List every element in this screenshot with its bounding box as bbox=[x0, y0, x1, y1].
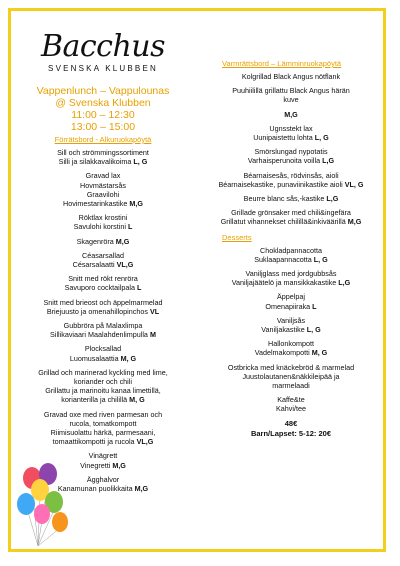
menu-item bbox=[18, 171, 188, 208]
menu-item-text: Omenapiiraka L bbox=[265, 301, 317, 311]
menu-item-text: Ägghalvor bbox=[86, 474, 120, 484]
menu-item-text: Varhaisperunoita voilla L,G bbox=[247, 156, 335, 166]
menu-item bbox=[206, 208, 376, 226]
menu-item-text: Sillikaviaari Maalahdenlimpulla M bbox=[50, 330, 156, 340]
diet-tag: VL,G bbox=[136, 437, 154, 447]
menu-item-text: Puuhiilillä grillattu Black Angus härän bbox=[232, 86, 350, 96]
menu-item-text: Céasarsallad bbox=[82, 250, 124, 260]
menu-item-text: Hallonkompott bbox=[268, 339, 314, 349]
diet-tag: M, G bbox=[120, 353, 137, 363]
menu-item-text: Savuporo cocktailpala L bbox=[64, 283, 142, 293]
menu-item bbox=[206, 72, 376, 81]
diet-tag: M,G bbox=[112, 460, 126, 470]
menu-item-text: Kahvi/tee bbox=[276, 404, 306, 414]
menu-item-text: Gravad lax bbox=[85, 171, 121, 181]
diet-tag: M bbox=[149, 330, 156, 340]
menu-item-text: Riimisuolattu härkä, parmesaani, bbox=[50, 428, 156, 438]
menu-item bbox=[18, 368, 188, 405]
menu-item-text: Juustolautanen&näkkileipää ja bbox=[242, 371, 340, 381]
logo-name: Bacchus bbox=[40, 29, 166, 64]
event-time-2: 13:00 – 15:00 bbox=[70, 121, 136, 133]
bacchus-logo bbox=[18, 29, 188, 73]
diet-tag: M,G bbox=[347, 217, 362, 227]
menu-item bbox=[206, 171, 376, 189]
menu-item bbox=[206, 316, 376, 334]
menu-item-text: tomaattikompotti ja rucola VL,G bbox=[52, 437, 154, 447]
diet-tag: L, G bbox=[306, 325, 321, 335]
menu-item-text: Grillattu ja marinoitu kanaa limettillä, bbox=[45, 386, 161, 396]
menu-item bbox=[18, 148, 188, 166]
diet-tag: M, G bbox=[129, 395, 145, 405]
diet-tag: L,G bbox=[322, 156, 335, 166]
menu-item-text: Vadelmakompotti M, G bbox=[254, 348, 328, 358]
menu-item-text: Äppelpaj bbox=[277, 292, 305, 302]
diet-tag: M,G bbox=[115, 236, 130, 246]
menu-item-text: Grillatut vihannekset chilillä&inkiväärillä M,G bbox=[220, 217, 362, 227]
menu-item-text: Kolgrillad Black Angus nötflank bbox=[241, 72, 341, 81]
event-header bbox=[18, 85, 188, 133]
menu-item-text: rucola, tomatkompott bbox=[69, 418, 137, 428]
menu-item-text: Vinägrett bbox=[88, 451, 118, 461]
diet-tag: VL,G bbox=[116, 260, 134, 270]
event-time-1: 11:00 – 12:30 bbox=[71, 109, 135, 121]
diet-tag: L bbox=[136, 283, 142, 293]
menu-item-text: Snitt med rökt renröra bbox=[68, 274, 138, 284]
price: 48€ bbox=[284, 418, 298, 428]
mains-section-title: Varmrättsbord – Lämminruokapöytä bbox=[222, 59, 342, 68]
menu-item-text: koriander och chili bbox=[74, 377, 132, 387]
desserts-section-title: Desserts bbox=[222, 232, 252, 242]
menu-item-text: Ugnsstekt lax bbox=[269, 123, 313, 133]
menu-item-text: Chokladpannacotta bbox=[260, 245, 322, 255]
left-column bbox=[18, 29, 188, 498]
diet-tag: L, G bbox=[314, 133, 329, 143]
desserts-list bbox=[206, 246, 376, 414]
menu-item bbox=[206, 246, 376, 264]
menu-item bbox=[18, 213, 188, 231]
diet-tag: L, G bbox=[133, 157, 148, 167]
menu-item bbox=[206, 110, 376, 119]
menu-item-text: Vinegretti M,G bbox=[80, 460, 126, 470]
menu-item-text: korianterilla ja chilillä M, G bbox=[61, 395, 145, 405]
menu-item bbox=[18, 298, 188, 316]
diet-tag: L bbox=[127, 222, 133, 232]
menu-item bbox=[18, 410, 188, 447]
menu-item-text: Césarsalaatti VL,G bbox=[72, 260, 134, 270]
diet-tag: M,G bbox=[284, 109, 298, 119]
menu-item-text: Ostbricka med knäckebröd & marmelad bbox=[227, 362, 355, 372]
menu-item-text: Röktlax krostini bbox=[78, 213, 128, 223]
mains-list bbox=[206, 72, 376, 227]
menu-item bbox=[206, 124, 376, 142]
menu-item-text: Gubbröra på Malaxlimpa bbox=[63, 321, 143, 331]
menu-item-text: Skagenröra M,G bbox=[76, 236, 130, 246]
menu-item bbox=[18, 321, 188, 339]
menu-item-text: Gravad oxe med riven parmesan och bbox=[43, 409, 163, 419]
menu-item-text: Plocksallad bbox=[84, 344, 122, 354]
balloons-illustration bbox=[14, 452, 70, 548]
menu-item-text: Vaniljajäätelö ja mansikkakastike L,G bbox=[231, 278, 351, 288]
menu-item-text: Suklaapannacotta L, G bbox=[254, 254, 328, 264]
menu-item bbox=[206, 363, 376, 391]
event-venue: @ Svenska Klubben bbox=[55, 97, 151, 109]
menu-item-text: Béarnaisekastike, punaviinikastike aioli VL, G bbox=[218, 179, 364, 189]
menu-item-text: Briejuusto ja omenahillopinchos VL bbox=[46, 306, 160, 316]
kids-price: Barn/Lapset: 5-12: 20€ bbox=[250, 428, 332, 438]
menu-item-text: Kaffe&te bbox=[277, 395, 305, 405]
menu-item-text: Uunipaistettu lohta L, G bbox=[253, 133, 329, 143]
menu-item-text: Vaniljglass med jordgubbsås bbox=[245, 269, 337, 279]
menu-item-text: marmelaadi bbox=[272, 381, 310, 391]
menu-item-text: Hovmästarsås bbox=[80, 180, 126, 190]
menu-item bbox=[18, 344, 188, 362]
menu-item bbox=[206, 194, 376, 203]
starters-section-title: Förrätsbord - Alkuruokapöytä bbox=[54, 135, 152, 144]
diet-tag: VL, G bbox=[344, 179, 364, 189]
menu-item-text: Grillade grönsaker med chili&ingefära bbox=[231, 208, 351, 218]
menu-item-text: Graavilohi bbox=[86, 189, 120, 199]
menu-item-text: kuve bbox=[283, 95, 299, 105]
diet-tag: M, G bbox=[311, 348, 328, 358]
menu-item-text: Luomusalaattia M, G bbox=[69, 353, 137, 363]
menu-item-text: Grillad och marinerad kyckling med lime, bbox=[38, 367, 168, 377]
menu-item-text: Savulohi korstini L bbox=[73, 222, 133, 232]
menu-item bbox=[206, 339, 376, 357]
logo-subtitle: SVENSKA KLUBBEN bbox=[48, 64, 158, 73]
menu-item bbox=[18, 251, 188, 269]
diet-tag: VL bbox=[149, 306, 160, 316]
menu-item-text: Silli ja silakkavalikoima L, G bbox=[58, 157, 148, 167]
diet-tag: L,G bbox=[326, 194, 339, 204]
menu-item bbox=[206, 86, 376, 104]
diet-tag: M,G bbox=[129, 199, 143, 209]
diet-tag: L, G bbox=[313, 254, 328, 264]
right-column bbox=[206, 57, 376, 439]
menu-item-text: Béarnaisesås, rödvinsås, aioli bbox=[243, 170, 339, 180]
menu-item bbox=[18, 237, 188, 246]
diet-tag: L,G bbox=[338, 278, 351, 288]
menu-item-text: Sill och strömmingssortiment bbox=[57, 148, 149, 157]
menu-item-text: Beurre blanc sås,-kastike L,G bbox=[243, 194, 339, 204]
event-title: Vappenlunch – Vappulounas bbox=[36, 85, 170, 97]
menu-item bbox=[206, 147, 376, 165]
menu-item bbox=[206, 269, 376, 287]
menu-item-text: Kanamunan puolikkaita M,G bbox=[57, 484, 149, 494]
menu-item bbox=[206, 395, 376, 413]
diet-tag: M,G bbox=[134, 484, 149, 494]
menu-item-text: Smörslungad nypotatis bbox=[254, 147, 328, 157]
menu-item-text: Vaniljsås bbox=[276, 315, 306, 325]
menu-item bbox=[206, 292, 376, 310]
menu-item bbox=[18, 274, 188, 292]
diet-tag: L bbox=[312, 301, 317, 311]
starters-list bbox=[18, 148, 188, 493]
menu-item-text: Vaniljakastike L, G bbox=[261, 325, 321, 335]
menu-item-text: Hovimestarinkastike M,G bbox=[63, 199, 143, 209]
menu-item-text: Snitt med brieost och äppelmarmelad bbox=[43, 297, 163, 307]
